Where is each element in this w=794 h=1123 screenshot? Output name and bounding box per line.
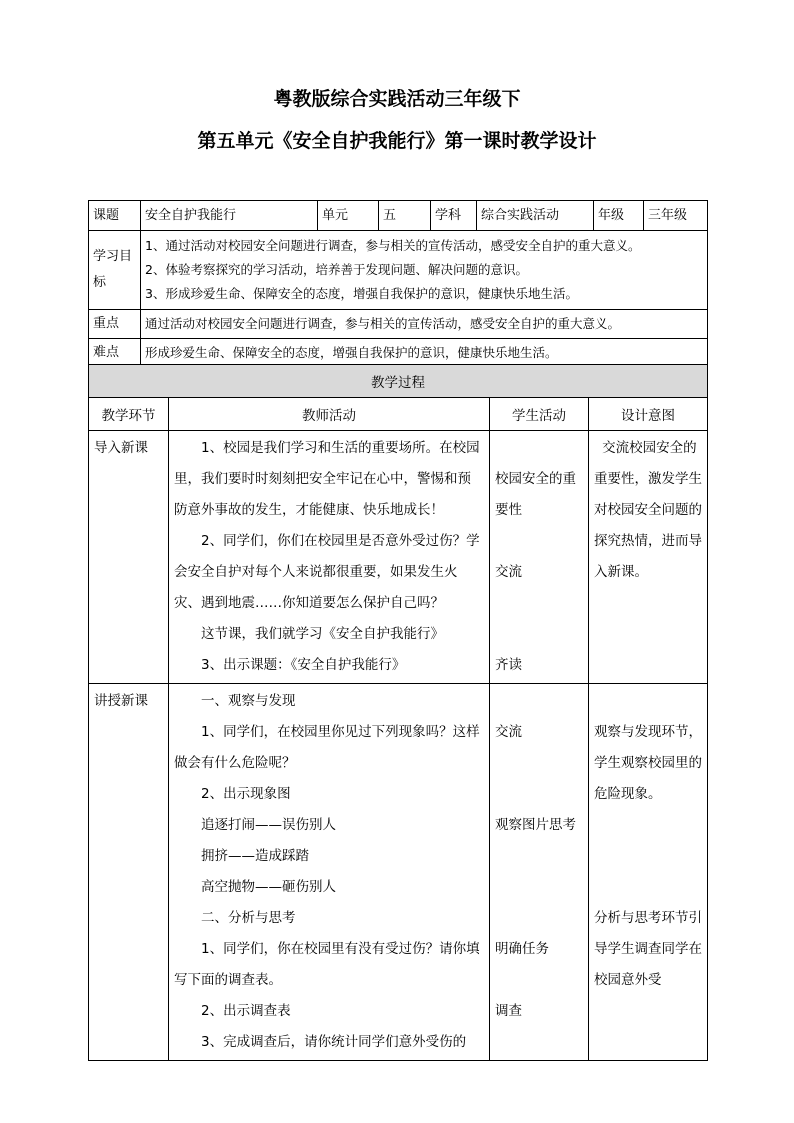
key-point-label: 重点 <box>89 310 141 339</box>
subject-label: 学科 <box>431 201 477 231</box>
grade-label: 年级 <box>594 201 644 231</box>
column-header: 设计意图 <box>589 398 708 431</box>
grade-value: 三年级 <box>644 201 708 231</box>
topic-label: 课题 <box>89 201 141 231</box>
stage-lecture: 讲授新课 <box>89 684 169 1061</box>
design-intent-lecture: 观察与发现环节，学生观察校园里的危险现象。 分析与思考环节引导学生调查同学在校园意外受 <box>589 684 708 1061</box>
goals-cell <box>141 231 708 310</box>
topic-value: 安全自护我能行 <box>141 201 318 231</box>
goal-item: 1、通过活动对校园安全问题进行调查，参与相关的宣传活动，感受安全自护的重大意义。 <box>145 238 641 253</box>
unit-value: 五 <box>379 201 431 231</box>
subject-value: 综合实践活动 <box>477 201 594 231</box>
difficulty-label: 难点 <box>89 339 141 368</box>
column-header: 教师活动 <box>169 398 490 431</box>
goal-item: 3、形成珍爱生命、保障安全的态度，增强自我保护的意识，健康快乐地生活。 <box>145 286 578 301</box>
document-subtitle: 第五单元《安全自护我能行》第一课时教学设计 <box>197 130 597 152</box>
table-row <box>89 431 708 684</box>
student-activity-lecture: 交流 观察图片思考 明确任务 调查 <box>490 684 589 1061</box>
teaching-process-table <box>88 364 708 1061</box>
column-header: 教学环节 <box>89 398 169 431</box>
teacher-activity-intro: 1、校园是我们学习和生活的重要场所。在校园里，我们要时时刻刻把安全牢记在心中，警惕和预防意外事故的发生，才能健康、快乐地成长！ 2、同学们，你们在校园里是否意外受过伤？学会安全自护对每个人来说都很重要，如果发生火灾、遇到地震……你知道要怎么保护自己吗？ 这节课，我们就学习《安全自护我能行》 3、出示课题：《安全自护我能行》 <box>169 431 490 684</box>
table-row <box>89 684 708 1061</box>
goal-item: 2、体验考察探究的学习活动，培养善于发现问题、解决问题的意识。 <box>145 262 528 277</box>
key-point-value: 通过活动对校园安全问题进行调查，参与相关的宣传活动，感受安全自护的重大意义。 <box>141 310 708 339</box>
difficulty-value: 形成珍爱生命、保障安全的态度，增强自我保护的意识，健康快乐地生活。 <box>141 339 708 368</box>
column-header: 学生活动 <box>490 398 589 431</box>
teacher-activity-lecture: 一、观察与发现 1、同学们，在校园里你见过下列现象吗？这样做会有什么危险呢？ 2、出示现象图 追逐打闹——误伤别人 拥挤——造成踩踏 高空抛物——砸伤别人 二、分析与思考 1、同学们，你在校园里有没有受过伤？请你填写下面的调查表。 2、出示调查表 3、完成调查后，请你统计同学们意外受伤的 <box>169 684 490 1061</box>
section-header: 教学过程 <box>89 365 708 398</box>
stage-intro: 导入新课 <box>89 431 169 684</box>
design-intent-intro: 交流校园安全的重要性，激发学生对校园安全问题的探究热情，进而导入新课。 <box>589 431 708 684</box>
goals-label: 学习目标 <box>89 231 141 310</box>
lesson-info-table <box>88 200 708 368</box>
unit-label: 单元 <box>318 201 379 231</box>
student-activity-intro: 校园安全的重要性 交流 齐读 <box>490 431 589 684</box>
document-title: 粤教版综合实践活动三年级下 <box>273 88 521 110</box>
